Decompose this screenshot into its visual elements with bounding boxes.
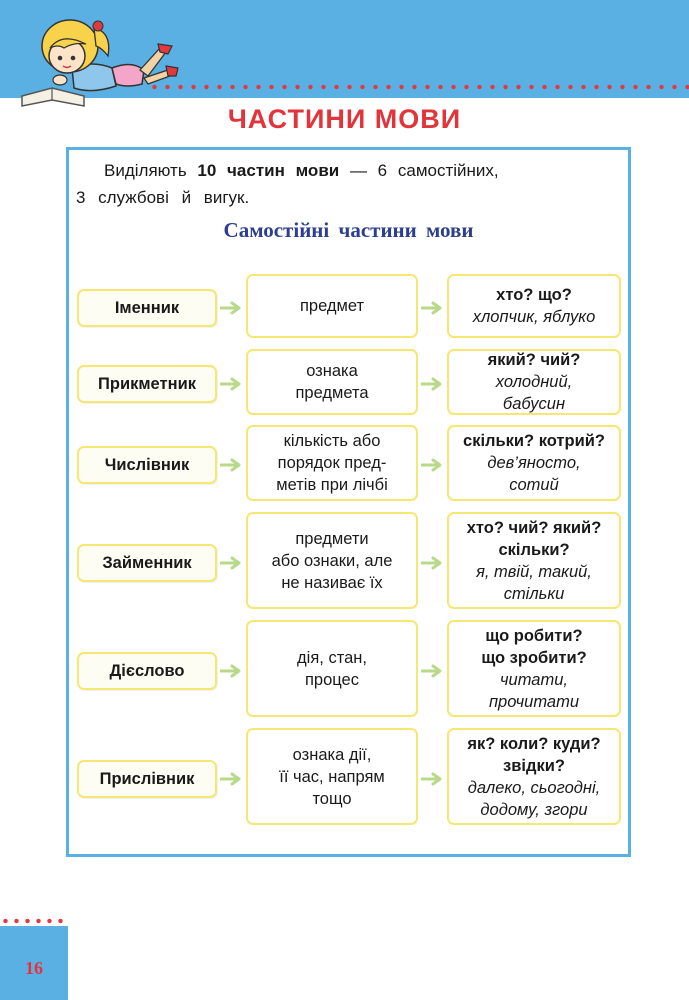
- part-example-line: я, твій, такий,: [476, 562, 592, 581]
- part-example-line: прочитати: [488, 692, 580, 711]
- arrow-right-icon: [220, 458, 242, 472]
- part-questions-box: [447, 512, 621, 609]
- part-question-line: як? коли? куди?: [467, 734, 601, 753]
- decorative-dotted-line-top: [148, 84, 689, 90]
- arrow-right-icon: [220, 772, 242, 786]
- part-question-line: що робити?: [485, 626, 583, 645]
- part-meaning-box: [246, 512, 418, 609]
- part-name-box: [77, 446, 217, 484]
- arrow-right-icon: [220, 556, 242, 570]
- page-number: 16: [25, 958, 43, 978]
- part-meaning-line: предмет: [299, 297, 365, 315]
- arrow-right-icon: [220, 377, 242, 391]
- intro-highlight: 10 частин мови: [197, 161, 340, 180]
- part-name-box: [77, 365, 217, 403]
- part-meaning-line: предмети: [295, 529, 369, 548]
- part-question-line: скільки?: [498, 540, 570, 559]
- part-name: Прислівник: [99, 769, 195, 788]
- part-meaning-line: дія, стан,: [297, 648, 367, 667]
- part-meaning-line: предмета: [295, 384, 369, 402]
- arrow-right-icon: [220, 664, 242, 678]
- part-question-line: який? чий?: [487, 351, 581, 369]
- part-name-box: [77, 760, 217, 798]
- part-meaning-line: тощо: [312, 789, 352, 808]
- part-question-line: скільки? котрий?: [463, 432, 605, 450]
- part-questions-box: [447, 620, 621, 717]
- part-meaning-box: [246, 620, 418, 717]
- part-example-line: дев’яносто,: [487, 454, 581, 472]
- part-meaning-line: її час, напрям: [279, 767, 385, 786]
- intro-line-1: Виділяють 10 частин мови — 6 самостійних,: [104, 161, 499, 180]
- intro-paragraph: [76, 157, 566, 211]
- reading-girl-illustration: [12, 8, 182, 108]
- part-example-line: стільки: [503, 584, 565, 603]
- part-name-box: [77, 652, 217, 690]
- part-name: Числівник: [104, 456, 190, 474]
- part-questions-box: [447, 274, 621, 338]
- part-question-line: звідки?: [503, 756, 565, 775]
- section-subtitle: Самостійні частини мови: [223, 218, 474, 242]
- part-question-line: хто? що?: [496, 286, 572, 304]
- arrow-right-icon: [421, 556, 443, 570]
- part-name: Дієслово: [109, 661, 185, 680]
- part-example-line: сотий: [509, 476, 559, 494]
- part-example-line: бабусин: [502, 395, 566, 413]
- part-meaning-box: [246, 349, 418, 415]
- part-questions-box: [447, 728, 621, 825]
- arrow-right-icon: [421, 664, 443, 678]
- part-meaning-line: метів при лічбі: [276, 476, 388, 494]
- part-name: Іменник: [114, 299, 180, 317]
- part-meaning-box: [246, 274, 418, 338]
- part-example-line: хлопчик, яблуко: [472, 308, 596, 326]
- part-meaning-line: або ознаки, але: [271, 551, 393, 570]
- page-title: ЧАСТИНИ МОВИ: [227, 104, 462, 134]
- part-meaning-line: порядок пред-: [277, 454, 387, 472]
- intro-line-2: 3 службові й вигук.: [76, 188, 250, 207]
- part-meaning-line: ознака дії,: [292, 745, 372, 764]
- part-question-line: що зробити?: [481, 648, 587, 667]
- part-meaning-line: кількість або: [283, 432, 381, 450]
- part-example-line: додому, згори: [480, 800, 588, 819]
- part-meaning-line: ознака: [306, 362, 358, 380]
- arrow-right-icon: [421, 301, 443, 315]
- arrow-right-icon: [220, 301, 242, 315]
- part-name: Прикметник: [98, 375, 196, 393]
- part-name: Займенник: [102, 553, 192, 572]
- part-question-line: хто? чий? який?: [466, 518, 602, 537]
- arrow-right-icon: [421, 772, 443, 786]
- part-questions-box: [447, 425, 621, 501]
- part-example-line: холодний,: [495, 373, 573, 391]
- part-meaning-line: не називає їх: [281, 573, 383, 592]
- part-name-box: [77, 289, 217, 327]
- decorative-dotted-line-bottom: [0, 918, 68, 924]
- part-meaning-box: [246, 728, 418, 825]
- part-example-line: далеко, сьогодні,: [467, 778, 601, 797]
- part-meaning-box: [246, 425, 418, 501]
- part-questions-box: [447, 349, 621, 415]
- part-name-box: [77, 544, 217, 582]
- arrow-right-icon: [421, 458, 443, 472]
- arrow-right-icon: [421, 377, 443, 391]
- part-meaning-line: процес: [305, 670, 359, 689]
- part-example-line: читати,: [500, 670, 568, 689]
